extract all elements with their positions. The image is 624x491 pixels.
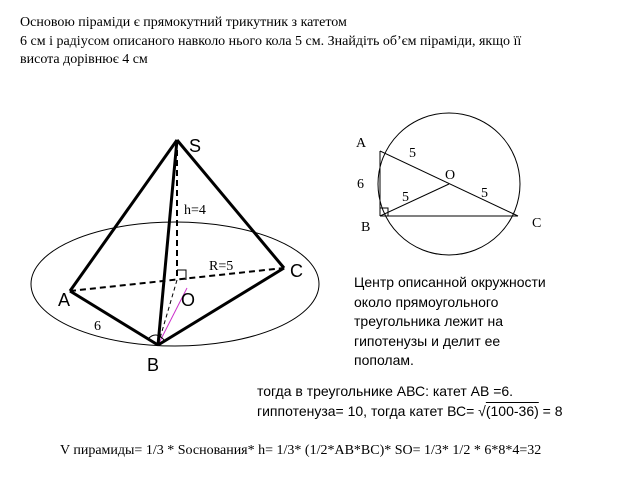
- calculation-line-2: [257, 401, 563, 421]
- label-height: h=4: [184, 203, 206, 218]
- label-s: S: [189, 136, 202, 156]
- circle-label-c: C: [532, 216, 542, 231]
- explanation-line-5: пополам.: [354, 352, 414, 368]
- label-c: C: [290, 261, 303, 281]
- explanation-line-2: около прямоугольного: [354, 293, 499, 310]
- label-b: B: [147, 355, 160, 375]
- problem-line-3: висота дорівнює 4 см: [20, 52, 148, 67]
- calculation-line-1: тогда в треугольнике АВС: катет АВ =6.: [257, 383, 514, 399]
- calculation-text: [257, 381, 563, 421]
- radius-bo: [380, 184, 449, 216]
- explanation-line-1: Центр описанной окружности: [354, 274, 546, 290]
- explanation-line-3: треугольника лежит на: [354, 313, 504, 329]
- label-side-ab: 6: [94, 319, 101, 334]
- circle-label-radius-oc: 5: [481, 186, 488, 201]
- calculation-line-2-suffix: = 8: [538, 403, 563, 419]
- problem-line-1: Основою піраміди є прямокутний трикутник з катетом: [20, 15, 347, 30]
- circle-label-side-ab: 6: [357, 177, 364, 192]
- calculation-line-2-prefix: гиппотенуза= 10, тогда катет ВС= √: [257, 403, 486, 419]
- explanation-text: [354, 273, 546, 371]
- volume-formula: V пирамиды= 1/3 * Sоснования* h= 1/3* (1/2*AB*BC)* SO= 1/3* 1/2 * 6*8*4=32: [60, 443, 542, 458]
- label-radius: R=5: [209, 259, 234, 274]
- circle-label-a: A: [356, 136, 367, 151]
- label-a: A: [58, 290, 71, 310]
- circle-label-radius-bo: 5: [402, 190, 409, 205]
- circle-label-b: B: [361, 220, 371, 235]
- problem-line-2: 6 см і радіусом описаного навколо нього кола 5 см. Знайдіть об’єм піраміди, якщо її: [20, 33, 522, 49]
- label-o: O: [181, 290, 196, 310]
- circle-label-radius-ao: 5: [409, 146, 416, 161]
- calculation-radicand: (100-36): [485, 403, 539, 419]
- explanation-line-4: гипотенузы и делит ее: [354, 332, 501, 349]
- circle-label-o: O: [445, 168, 456, 183]
